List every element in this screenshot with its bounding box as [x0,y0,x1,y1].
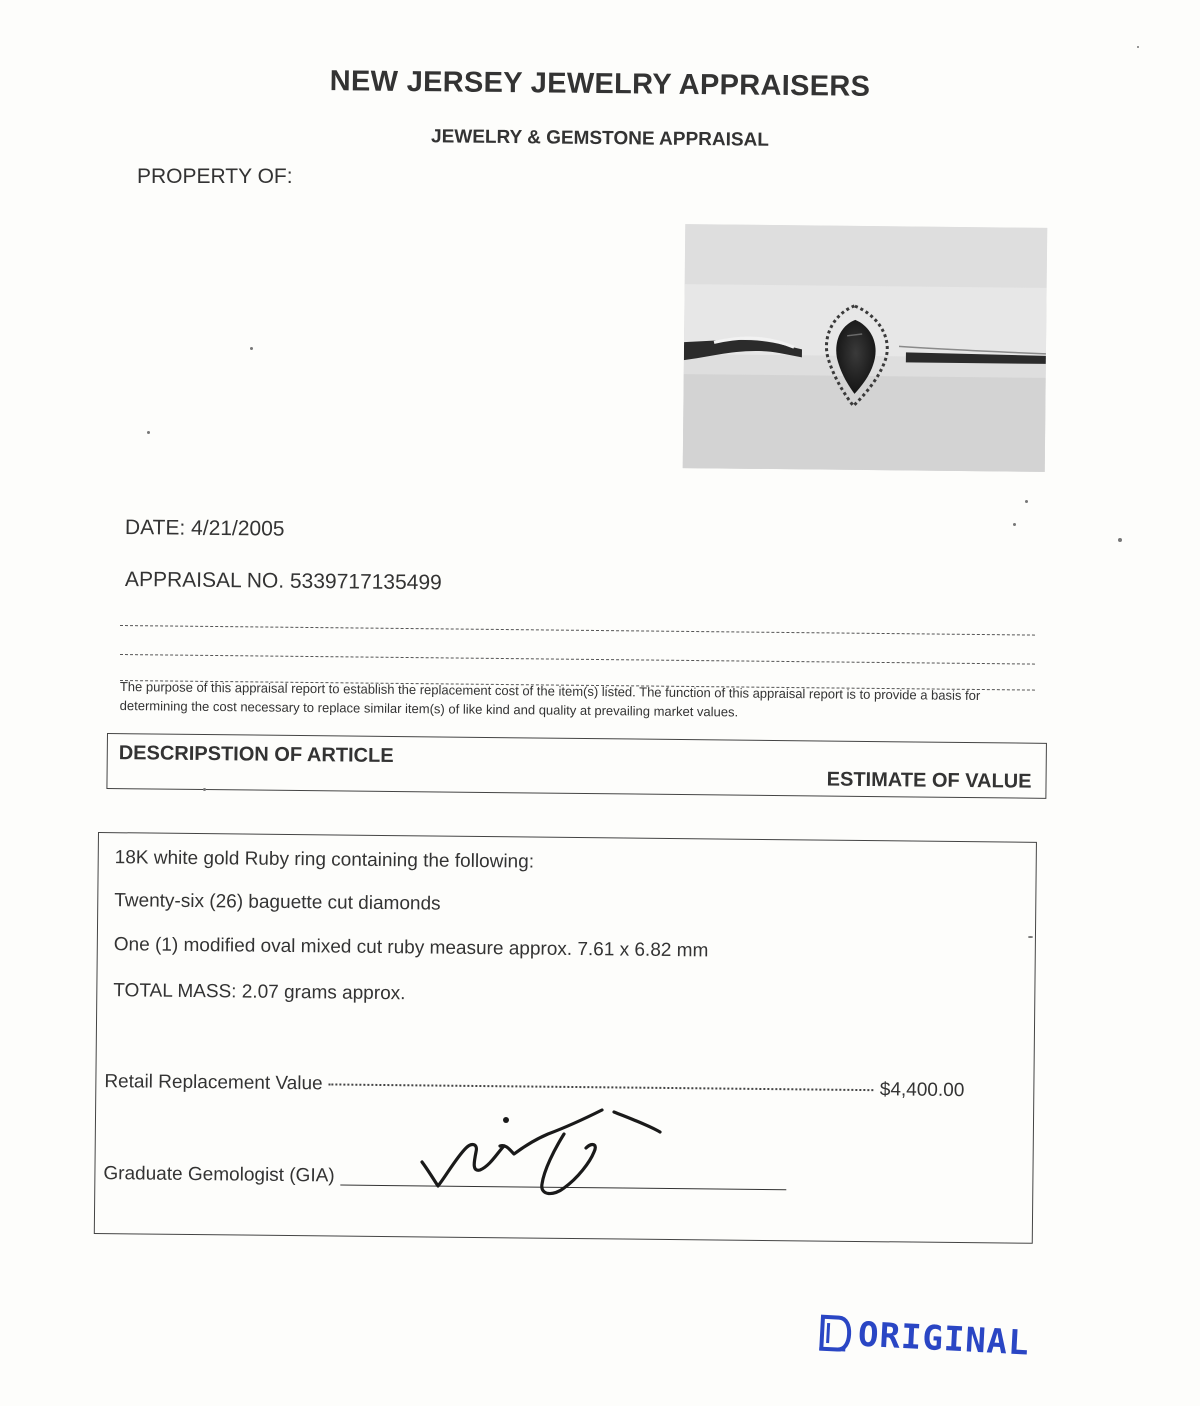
replacement-value-amount: $4,400.00 [879,1079,965,1102]
scan-speck [203,788,206,791]
description-header: DESCRIPSTION OF ARTICLE [118,742,394,768]
scan-speck [1025,500,1028,503]
estimate-header: ESTIMATE OF VALUE [826,768,1032,793]
stamp-logo-icon [815,1312,853,1354]
company-title: NEW JERSEY JEWELRY APPRAISERS [329,65,871,103]
scan-speck [1118,538,1122,542]
ring-photo [683,224,1048,472]
stamp-text: ORIGINAL [857,1314,1031,1364]
dashed-divider [120,654,1035,665]
dashed-divider [120,625,1035,636]
scan-speck [1028,936,1033,938]
document-subtitle: JEWELRY & GEMSTONE APPRAISAL [430,126,770,151]
appraisal-date: DATE: 4/21/2005 [124,516,285,541]
article-line: One (1) modified oval mixed cut ruby measure approx. 7.61 x 6.82 mm [113,934,709,962]
scan-speck [147,431,150,434]
gemologist-label: Graduate Gemologist (GIA) [103,1163,335,1187]
dotted-leader [329,1083,874,1091]
original-stamp [815,1312,1031,1363]
scan-speck [1137,46,1139,48]
replacement-value-label: Retail Replacement Value [104,1071,323,1095]
scan-speck [1013,523,1016,526]
handwritten-signature [414,1100,674,1210]
appraisal-number: APPRAISAL NO. 5339717135499 [124,568,442,595]
ring-image [683,224,1048,472]
property-of-label: PROPERTY OF: [137,165,293,188]
replacement-value-row [104,1071,964,1102]
scan-speck [250,347,253,350]
purpose-statement: The purpose of this appraisal report to establish the replacement cost of the item(s) listed. The function of this appraisal report is to provide a basis for determining the cost necessary to replace similar item(s) of like kind and quality at prevailing market values. [119,678,981,720]
article-line: TOTAL MASS: 2.07 grams approx. [113,980,406,1005]
article-line: 18K white gold Ruby ring containing the following: [114,847,535,873]
table-header [106,733,1047,799]
article-line: Twenty-six (26) baguette cut diamonds [114,890,441,915]
